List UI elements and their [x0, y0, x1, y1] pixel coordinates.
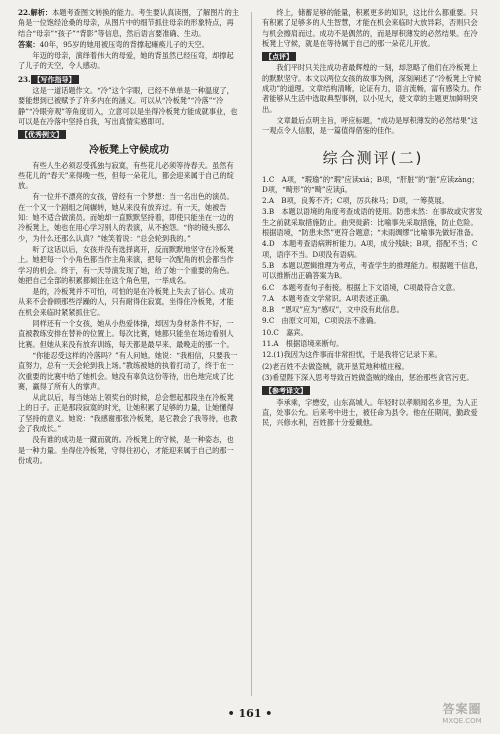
paragraph: [262, 8, 484, 49]
paragraph: [262, 207, 484, 238]
paragraph: [18, 192, 240, 243]
paragraph: [18, 8, 240, 39]
paragraph-text: 40年，95岁的她用被压弯的背撑起瘫痪儿子的天空。: [39, 39, 209, 49]
paragraph-text: 文章最后点明主旨，呼应标题，“成功是厚积薄发的必然结果”这一观点令人信服，是一篇值得借鉴的佳作。: [262, 115, 478, 136]
paragraph-text: 3.B 本题以语境的角度考查成语的使用。防患未然：在事故或灾害发生之前就采取措施防止。曲突徙薪：比喻事先采取措施，防止危险。根据语境，“防患未然”更符合题意；“未雨绸缪”比喻事先做好准备。: [262, 207, 483, 238]
paragraph-text: 2.A B项，良莠不齐；C项，厉兵秣马；D项，一筹莫展。: [262, 196, 449, 206]
paragraph: [18, 287, 240, 318]
paragraph-text: 有些人生必须忍受孤独与寂寞，有些花儿必须等待春天。虽然有些花儿的“春天”来得晚一些，但每一朵花儿，都会迎来属于自己的绽放。: [18, 160, 234, 191]
paragraph: [262, 305, 484, 315]
section-tag: 【写作指导】: [31, 75, 79, 84]
paragraph: [262, 116, 484, 137]
paragraph: [262, 316, 484, 326]
paragraph: [18, 128, 240, 140]
paragraph-text: 这是一道话题作文。“冷”这个字眼，已经不单单是一种温度了，要能想到已被赋予了许多内在的涵义。可以从“冷板凳”“冷落”“冷静”“冷眼旁观”等角度切入，立意可以是坐得冷板凳方能成就事业，也可以是在冷落中坚持自我，写出真情实感即可。: [18, 86, 238, 126]
paragraph-text: 同样还有一个女孩，她从小热爱体操，却因为身材条件不好，一直被教练安排在替补的位置上。每次比赛，她都只能坐在场边看别人比赛。但她从来没有放弃训练，每天都是最早来、最晚走的那一个。: [18, 319, 234, 349]
section-tag: 【参考译文】: [262, 386, 310, 395]
paragraph-text: 从此以后，每当她站上领奖台的时候，总会想起那段坐在冷板凳上的日子。正是那段寂寞的时光，让她积累了足够的力量，让她懂得了坚持的意义。她说：“我感谢那张冷板凳，是它教会了我等待，也教会了我成长。”: [18, 393, 238, 433]
paragraph-text: 12.(1)我因为这件事而非常担忧，于是我将它记录下来。: [262, 350, 442, 360]
paragraph: [18, 40, 240, 50]
paragraph-text: 7.A 本题考查文学常识。A项表述正确。: [262, 293, 395, 303]
section-tag: 【优秀例文】: [18, 130, 66, 139]
question-number: 22.: [18, 8, 31, 17]
paragraph-text: “你能忍受这样的冷落吗？”有人问她。她说：“我相信，只要我一直努力，总有一天会轮到我上场。”教练被她的执着打动了，终于在一次重要的比赛中给了她机会。她没有辜负这份等待，出色地完成了比赛，赢得了所有人的掌声。: [18, 350, 238, 391]
paragraph: [262, 362, 484, 372]
question-number: 23.: [18, 74, 31, 84]
paragraph: [262, 239, 484, 260]
paragraph-text: (2)老百姓不去做盗贼，就开垦荒地种植庄稼。: [262, 361, 409, 371]
answer-label: 解析：: [30, 8, 53, 17]
section-tag: 【点评】: [262, 52, 296, 61]
paragraph: [262, 339, 484, 349]
paragraph: [18, 73, 240, 85]
paragraph-text: 9.C 由原文可知，C项说法不准确。: [262, 316, 381, 326]
paragraph-text: 年迈的母亲，演绎着伟大的母爱，她的背虽然已经压弯，却撑起了儿子的天空，令人感动。: [18, 51, 234, 71]
paragraph: [262, 63, 484, 114]
watermark-line2: MXQE.COM: [442, 717, 482, 725]
paragraph-text: 11.A 根据语境来断句。: [262, 339, 344, 349]
paragraph-text: 5.B 本题以逻辑推理为考点，考查学生的推理能力。根据题干信息，可以推断出正确答案为B。: [262, 260, 483, 281]
paragraph: [262, 350, 484, 360]
paragraph-text: 8.B “恩叹”应为“感叹”，文中没有此信息。: [262, 305, 404, 315]
paragraph-text: 听了这话以后，女孩并没有选择离开，反而默默地坚守在冷板凳上。她把每一个小角色都当作主角来演，把每一次配角的机会都当作学习的机会。终于，有一天导演发现了她，给了她一个重要的角色。她把自己全部的积累都倾注在这个角色里，一举成名。: [18, 244, 234, 285]
paragraph-text: 10.C 嘉宾。: [262, 327, 308, 337]
left-column: [18, 8, 240, 698]
right-column: [262, 8, 484, 698]
document-page: [18, 8, 484, 708]
watermark-line1: 答案圈: [442, 702, 482, 716]
paragraph: [18, 393, 240, 434]
paragraph: [18, 435, 240, 466]
column-divider: [251, 12, 252, 696]
paragraph: [262, 283, 484, 293]
paragraph: [262, 384, 484, 396]
paragraph-text: (3)希望陛下深入思考导致百姓做盗贼的缘由，惩治那些贪官污吏。: [262, 372, 474, 382]
paragraph-text: 6.C 本题考查句子衔接。根据上下文语境，C项最符合文意。: [262, 282, 460, 292]
paragraph-text: 李承乘，字懋安，山东高城人。年轻时以孝顺闻名乡里，为人正直，处事公允。后来考中进士，被任命为县令。他在任期间，勤政爱民，兴修水利，百姓都十分爱戴他。: [262, 397, 478, 428]
paragraph: [262, 261, 484, 282]
paragraph: [262, 328, 484, 338]
paragraph: [262, 50, 484, 62]
paragraph: [262, 373, 484, 383]
paragraph: [262, 294, 484, 304]
paragraph-text: 1.C A项，“瑕瑜”的“瑕”应读xiá；B项，“肝脏”的“脏”应读zàng；D项，“畸形”的“畸”应读jī。: [262, 174, 479, 194]
paragraph: [18, 245, 240, 286]
paragraph: [18, 161, 240, 192]
essay-title: 冷板凳上守候成功: [89, 144, 169, 156]
paragraph: [18, 51, 240, 72]
paragraph-text: 4.D 本题考查语病辨析能力。A项，成分残缺；B项，搭配不当；C项，语序不当。D项没有语病。: [262, 239, 478, 259]
paragraph: [262, 196, 484, 206]
paragraph-text: 是的，冷板凳并不可怕，可怕的是在冷板凳上失去了信心。成功从来不会眷顾那些浮躁的人，只有耐得住寂寞，坐得住冷板凳，才能在机会来临时紧紧抓住它。: [18, 287, 234, 317]
paragraph: [18, 86, 240, 127]
paragraph-text: 没有谁的成功是一蹴而就的。冷板凳上的守候，是一种姿态，也是一种力量。坐得住冷板凳，守得住初心，才能迎来属于自己的那一份成功。: [18, 435, 234, 465]
paragraph: [18, 351, 240, 392]
paragraph: [18, 319, 240, 350]
paragraph: [262, 175, 484, 196]
paragraph: [262, 398, 484, 429]
page-number: • 161 •: [227, 707, 273, 720]
section-title: 综合测评(二): [322, 148, 424, 167]
paragraph-text: 终上，储蓄足够的能量，积累更多的知识，这比什么都重要。只有积累了足够多的人生智慧，才能在机会来临时大放异彩，否则只会与机会擦肩而过。成功不是偶然的，而是厚积薄发的必然结果。在冷板凳上守候，就是在等待属于自己的那一朵花儿开放。: [262, 8, 478, 48]
paragraph-text: 本题考查图文转换的能力。考生要认真读图，了解图片的主角是一位饱经沧桑的母亲，从图片中的细节抓住母亲的形象特点，再结合“母亲”“孩子”“背影”等信息，然后语言要准确、生动。: [18, 8, 239, 38]
watermark-logo: [430, 700, 494, 728]
paragraph-text: 有一位并不漂亮的女孩，曾经有一个梦想：当一名出色的演员。在一个又一个剧组之间辗转，她从来没有放弃过。有一天，她被告知：她不适合做演员。而她却一直默默坚持着，即使只能坐在一边的冷板凳上，她也在用心学习别人的表演，从不抱怨。“你的镜头那么少，为什么还那么认真？”她笑着说：“总会轮到我的。”: [18, 192, 234, 243]
paragraph-text: 我们平时只关注成功者最辉煌的一刻，却忽略了他们在冷板凳上的默默坚守。本文以两位女孩的故事为例，深刻阐述了“冷板凳上守候成功”的道理。文章结构清晰，论证有力，语言流畅，富有感染力。作者能够从生活中选取典型事例，以小见大，使文章的主题更加鲜明突出。: [262, 63, 482, 114]
answer-label: 答案：: [18, 39, 40, 49]
